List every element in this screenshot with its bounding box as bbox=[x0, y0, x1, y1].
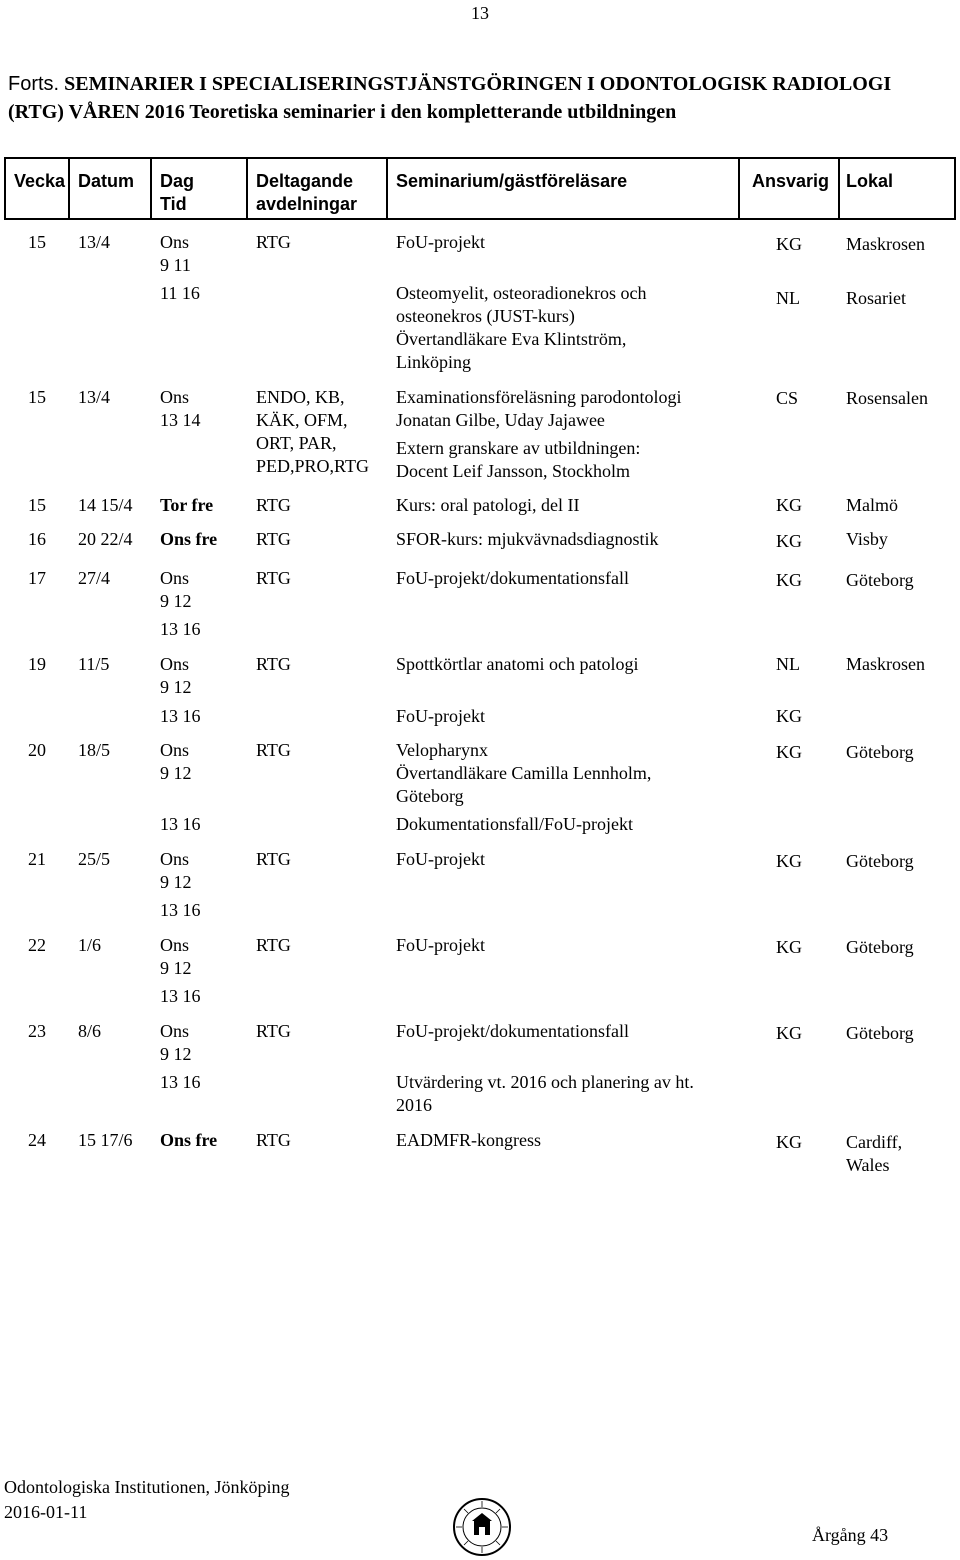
cell-seminarium: 2016 bbox=[396, 1095, 432, 1115]
cell-vecka: 21 bbox=[28, 849, 46, 869]
cell-lokal: Malmö bbox=[846, 495, 898, 515]
cell-seminarium: EADMFR-kongress bbox=[396, 1130, 542, 1150]
cell-lokal: Göteborg bbox=[846, 851, 914, 871]
cell-seminarium: FoU-projekt bbox=[396, 935, 485, 955]
cell-ansvarig: NL bbox=[776, 654, 800, 674]
header-tid: Tid bbox=[160, 194, 187, 214]
cell-vecka: 15 bbox=[28, 232, 46, 252]
cell-ansvarig: KG bbox=[776, 706, 802, 726]
header-avdelningar-2: avdelningar bbox=[256, 194, 358, 214]
cell-lokal: Rosariet bbox=[846, 288, 906, 308]
cell-vecka: 15 bbox=[28, 495, 46, 515]
cell-avdelning: RTG bbox=[256, 849, 291, 869]
institution-seal-icon bbox=[452, 1497, 512, 1557]
column-divider bbox=[246, 159, 248, 218]
cell-lokal: Göteborg bbox=[846, 1023, 914, 1043]
cell-ansvarig: KG bbox=[776, 1023, 802, 1043]
cell-avdelning: RTG bbox=[256, 1021, 291, 1041]
cell-tid: 13 16 bbox=[160, 986, 201, 1006]
cell-ansvarig: KG bbox=[776, 570, 802, 590]
cell-avdelning: RTG bbox=[256, 740, 291, 760]
cell-seminarium: FoU-projekt bbox=[396, 706, 485, 726]
cell-seminarium: FoU-projekt/dokumentationsfall bbox=[396, 1021, 629, 1041]
cell-vecka: 19 bbox=[28, 654, 46, 674]
cell-dag: Ons bbox=[160, 849, 190, 869]
cell-datum: 13/4 bbox=[78, 232, 111, 252]
cell-seminarium: FoU-projekt bbox=[396, 849, 485, 869]
cell-tid: 13 16 bbox=[160, 1072, 201, 1092]
cell-datum: 15 17/6 bbox=[78, 1130, 133, 1150]
header-avdelningar-1: Deltagande bbox=[256, 171, 354, 191]
column-divider bbox=[386, 159, 388, 218]
cell-tid: 13 16 bbox=[160, 900, 201, 920]
cell-seminarium: FoU-projekt/dokumentationsfall bbox=[396, 568, 629, 588]
cell-avdelning: RTG bbox=[256, 935, 291, 955]
cell-lokal: Cardiff, bbox=[846, 1132, 903, 1152]
header-vecka: Vecka bbox=[14, 171, 66, 191]
cell-dag: Ons bbox=[160, 935, 190, 955]
cell-seminarium: FoU-projekt bbox=[396, 232, 485, 252]
footer-edition: Årgång 43 bbox=[812, 1525, 889, 1545]
cell-dag: Ons bbox=[160, 568, 190, 588]
page-title bbox=[8, 70, 948, 126]
page-number: 13 bbox=[471, 3, 489, 23]
cell-vecka: 20 bbox=[28, 740, 46, 760]
cell-dag: Tor fre bbox=[160, 495, 214, 515]
cell-seminarium: Göteborg bbox=[396, 786, 464, 806]
cell-dag: Ons bbox=[160, 232, 190, 252]
cell-dag: Ons fre bbox=[160, 529, 218, 549]
cell-lokal: Göteborg bbox=[846, 937, 914, 957]
column-divider bbox=[150, 159, 152, 218]
cell-dag: Ons fre bbox=[160, 1130, 218, 1150]
cell-lokal: Rosensalen bbox=[846, 388, 928, 408]
cell-seminarium: Utvärdering vt. 2016 och planering av ht. bbox=[396, 1072, 694, 1092]
cell-tid: 13 14 bbox=[160, 410, 201, 430]
cell-avdelning: RTG bbox=[256, 568, 291, 588]
header-datum: Datum bbox=[78, 171, 135, 191]
cell-tid: 9 12 bbox=[160, 958, 192, 978]
cell-seminarium: Övertandläkare Eva Klintström, bbox=[396, 329, 627, 349]
cell-seminarium: Osteomyelit, osteoradionekros och bbox=[396, 283, 647, 303]
cell-avdelning: RTG bbox=[256, 529, 291, 549]
cell-seminarium: Examinationsföreläsning parodontologi bbox=[396, 387, 682, 407]
cell-seminarium: Velopharynx bbox=[396, 740, 488, 760]
cell-vecka: 22 bbox=[28, 935, 46, 955]
cell-tid: 9 11 bbox=[160, 255, 191, 275]
cell-datum: 18/5 bbox=[78, 740, 111, 760]
cell-avdelning: ORT, PAR, bbox=[256, 433, 337, 453]
cell-seminarium: SFOR-kurs: mjukvävnadsdiagnostik bbox=[396, 529, 659, 549]
cell-datum: 20 22/4 bbox=[78, 529, 133, 549]
cell-avdelning: RTG bbox=[256, 654, 291, 674]
cell-avdelning: RTG bbox=[256, 232, 291, 252]
cell-avdelning: KÄK, OFM, bbox=[256, 410, 348, 430]
footer-institution: Odontologiska Institutionen, Jönköping bbox=[4, 1477, 290, 1497]
cell-avdelning: RTG bbox=[256, 1130, 291, 1150]
cell-tid: 13 16 bbox=[160, 814, 201, 834]
header-dag: Dag bbox=[160, 171, 195, 191]
title-prefix: Forts. bbox=[8, 73, 60, 95]
cell-seminarium: Extern granskare av utbildningen: bbox=[396, 438, 641, 458]
cell-seminarium: Övertandläkare Camilla Lennholm, bbox=[396, 763, 652, 783]
cell-tid: 13 16 bbox=[160, 706, 201, 726]
footer-date: 2016-01-11 bbox=[4, 1502, 88, 1522]
cell-ansvarig: KG bbox=[776, 851, 802, 871]
cell-avdelning: PED,PRO,RTG bbox=[256, 456, 369, 476]
cell-ansvarig: NL bbox=[776, 288, 800, 308]
cell-ansvarig: KG bbox=[776, 937, 802, 957]
cell-dag: Ons bbox=[160, 654, 190, 674]
cell-tid: 11 16 bbox=[160, 283, 200, 303]
header-seminarium: Seminarium/gästföreläsare bbox=[396, 171, 628, 191]
cell-datum: 27/4 bbox=[78, 568, 111, 588]
cell-lokal: Wales bbox=[846, 1155, 890, 1175]
cell-tid: 9 12 bbox=[160, 591, 192, 611]
cell-datum: 13/4 bbox=[78, 387, 111, 407]
header-lokal: Lokal bbox=[846, 171, 894, 191]
cell-vecka: 17 bbox=[28, 568, 46, 588]
cell-ansvarig: CS bbox=[776, 388, 799, 408]
cell-vecka: 15 bbox=[28, 387, 46, 407]
cell-datum: 1/6 bbox=[78, 935, 102, 955]
column-divider bbox=[738, 159, 740, 218]
cell-datum: 25/5 bbox=[78, 849, 111, 869]
cell-lokal: Visby bbox=[846, 529, 888, 549]
cell-seminarium: Spottkörtlar anatomi och patologi bbox=[396, 654, 639, 674]
title-text: SEMINARIER I SPECIALISERINGSTJÄNSTGÖRINGEN I ODONTOLOGISK RADIOLOGI (RTG) VÅREN 2016 Teoretiska seminarier i den kompletterande utbildningen bbox=[8, 73, 892, 123]
cell-datum: 11/5 bbox=[78, 654, 110, 674]
cell-seminarium: Dokumentationsfall/FoU-projekt bbox=[396, 814, 633, 834]
cell-lokal: Göteborg bbox=[846, 570, 914, 590]
cell-ansvarig: KG bbox=[776, 1132, 802, 1152]
cell-ansvarig: KG bbox=[776, 495, 802, 515]
cell-lokal: Maskrosen bbox=[846, 654, 925, 674]
header-ansvarig: Ansvarig bbox=[752, 171, 830, 191]
cell-lokal: Maskrosen bbox=[846, 234, 925, 254]
cell-ansvarig: KG bbox=[776, 742, 802, 762]
cell-seminarium: Kurs: oral patologi, del II bbox=[396, 495, 580, 515]
cell-vecka: 16 bbox=[28, 529, 46, 549]
cell-tid: 9 12 bbox=[160, 677, 192, 697]
cell-ansvarig: KG bbox=[776, 531, 802, 551]
cell-seminarium: osteonekros (JUST-kurs) bbox=[396, 306, 575, 326]
cell-seminarium: Jonatan Gilbe, Uday Jajawee bbox=[396, 410, 605, 430]
cell-vecka: 23 bbox=[28, 1021, 46, 1041]
cell-tid: 9 12 bbox=[160, 1044, 192, 1064]
cell-tid: 9 12 bbox=[160, 872, 192, 892]
cell-seminarium: Linköping bbox=[396, 352, 471, 372]
cell-tid: 9 12 bbox=[160, 763, 192, 783]
cell-dag: Ons bbox=[160, 387, 190, 407]
cell-datum: 8/6 bbox=[78, 1021, 102, 1041]
cell-dag: Ons bbox=[160, 1021, 190, 1041]
cell-lokal: Göteborg bbox=[846, 742, 914, 762]
cell-datum: 14 15/4 bbox=[78, 495, 133, 515]
column-divider bbox=[68, 159, 70, 218]
cell-tid: 13 16 bbox=[160, 619, 201, 639]
column-divider bbox=[838, 159, 840, 218]
cell-avdelning: RTG bbox=[256, 495, 291, 515]
cell-seminarium: Docent Leif Jansson, Stockholm bbox=[396, 461, 630, 481]
cell-ansvarig: KG bbox=[776, 234, 802, 254]
cell-dag: Ons bbox=[160, 740, 190, 760]
cell-vecka: 24 bbox=[28, 1130, 46, 1150]
cell-avdelning: ENDO, KB, bbox=[256, 387, 345, 407]
